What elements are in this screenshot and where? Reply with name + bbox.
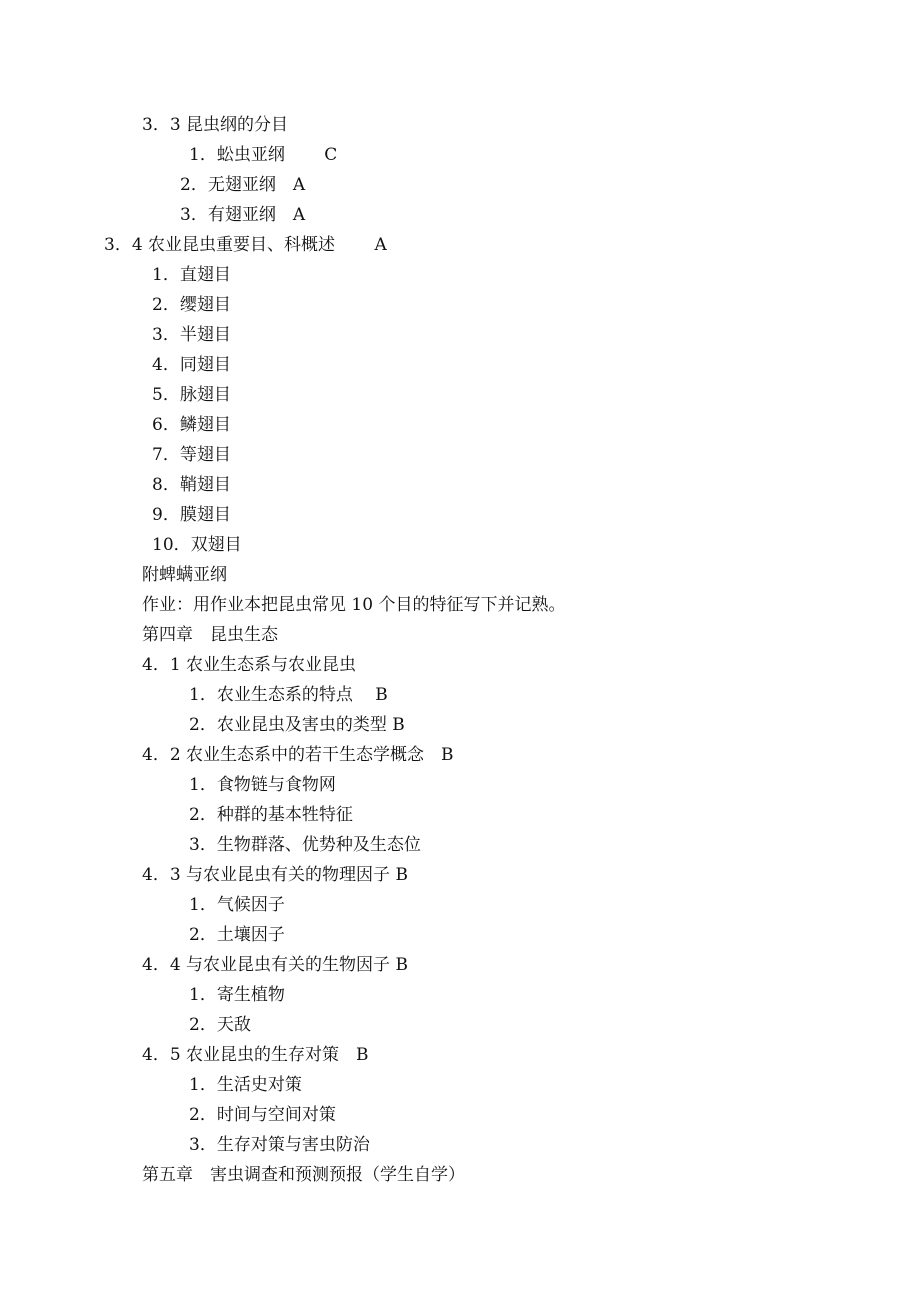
chapter-4-heading: 第四章 昆虫生态: [142, 625, 278, 645]
outline-item: 1．食物链与食物网: [189, 775, 336, 795]
outline-item: 2．无翅亚纲 A: [180, 175, 306, 195]
section-3-4-heading: 3．4 农业昆虫重要目、科概述 A: [104, 235, 387, 255]
outline-item: 9．膜翅目: [152, 505, 231, 525]
outline-item: 3．半翅目: [152, 325, 231, 345]
outline-item: 5．脉翅目: [152, 385, 231, 405]
outline-item: 3．有翅亚纲 A: [180, 205, 306, 225]
outline-item: 4．同翅目: [152, 355, 231, 375]
outline-item: 1．农业生态系的特点 B: [189, 685, 388, 705]
outline-item: 2．天敌: [189, 1015, 251, 1035]
homework-line: 作业：用作业本把昆虫常见 10 个目的特征写下并记熟。: [142, 595, 566, 615]
section-4-4-heading: 4．4 与农业昆虫有关的生物因子 B: [142, 955, 408, 975]
outline-item: 2．种群的基本牲特征: [189, 805, 353, 825]
outline-item: 7．等翅目: [152, 445, 231, 465]
outline-item: 1．寄生植物: [189, 985, 285, 1005]
outline-item: 2．时间与空间对策: [189, 1105, 336, 1125]
outline-item: 3．生物群落、优势种及生态位: [189, 835, 421, 855]
outline-item: 2．缨翅目: [152, 295, 231, 315]
section-3-3-heading: 3．3 昆虫纲的分目: [142, 115, 289, 135]
outline-item: 10．双翅目: [152, 535, 242, 555]
section-4-2-heading: 4．2 农业生态系中的若干生态学概念 B: [142, 745, 454, 765]
outline-item: 6．鳞翅目: [152, 415, 231, 435]
section-4-1-heading: 4．1 农业生态系与农业昆虫: [142, 655, 357, 675]
outline-item: 1．气候因子: [189, 895, 285, 915]
chapter-5-heading: 第五章 害虫调查和预测预报（学生自学）: [142, 1165, 465, 1185]
outline-item: 2．土壤因子: [189, 925, 285, 945]
outline-item: 2．农业昆虫及害虫的类型 B: [189, 715, 405, 735]
section-4-3-heading: 4．3 与农业昆虫有关的物理因子 B: [142, 865, 408, 885]
outline-item: 8．鞘翅目: [152, 475, 231, 495]
outline-item: 3．生存对策与害虫防治: [189, 1135, 370, 1155]
appendix-line: 附蜱螨亚纲: [142, 565, 227, 585]
section-4-5-heading: 4．5 农业昆虫的生存对策 B: [142, 1045, 369, 1065]
outline-item: 1．直翅目: [152, 265, 231, 285]
outline-item: 1．生活史对策: [189, 1075, 302, 1095]
outline-item: 1．蚣虫亚纲 C: [189, 145, 338, 165]
